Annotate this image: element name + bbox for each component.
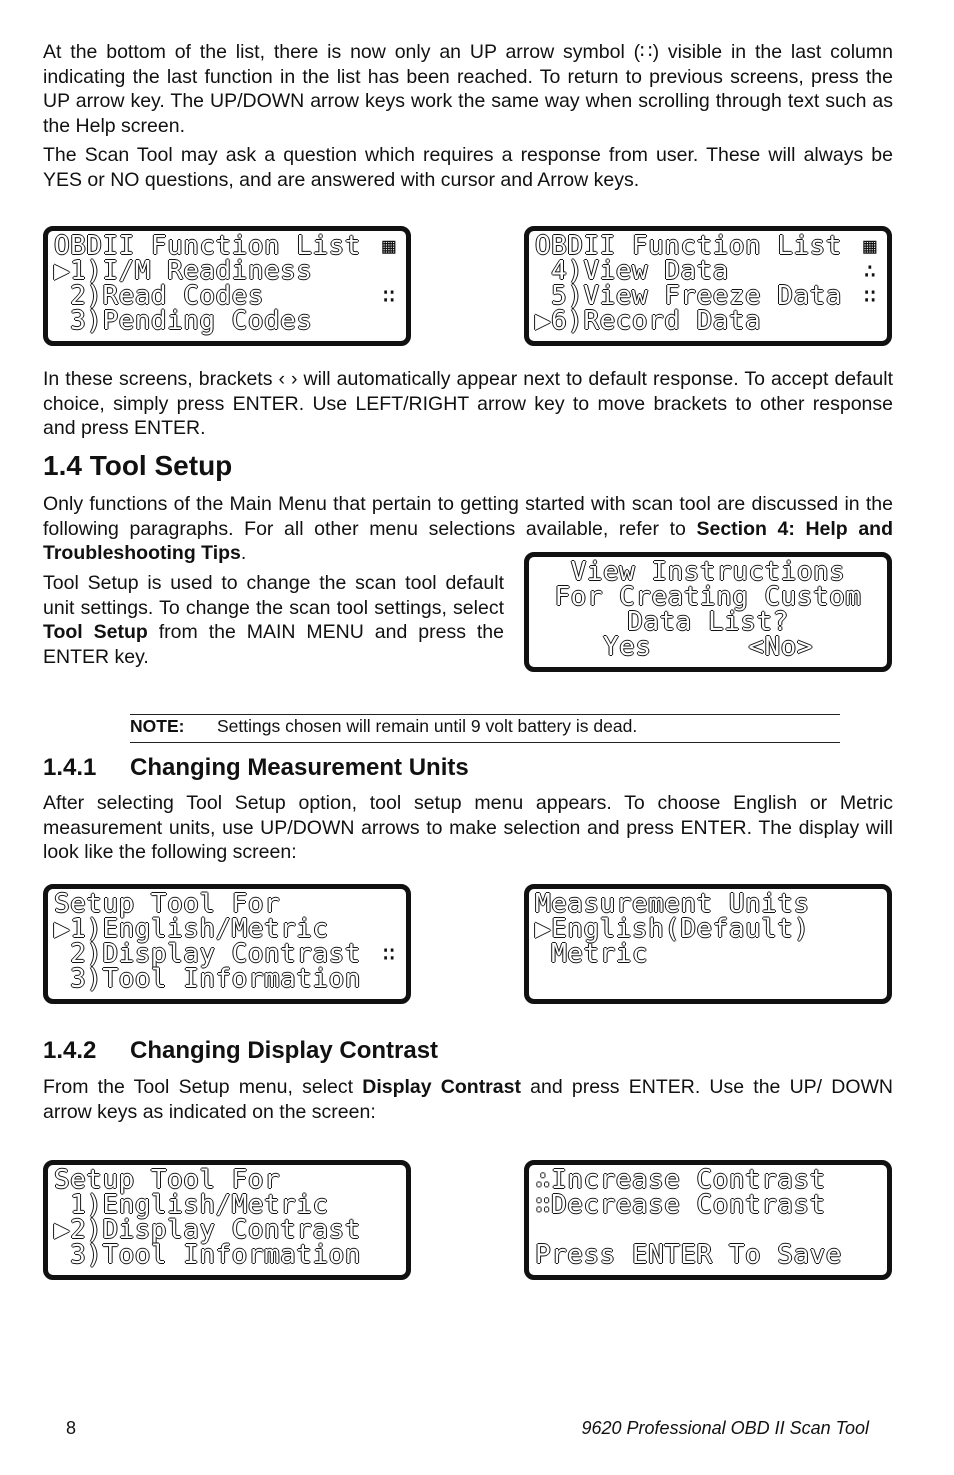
lcd-row <box>54 306 400 336</box>
lcd-row-text: Setup Tool For <box>54 889 281 919</box>
scroll-indicator-icon: ▦ <box>382 234 396 259</box>
note <box>130 716 637 737</box>
lcd-row-text: View Instructions <box>570 557 846 587</box>
scroll-indicator-icon: ∷ <box>382 284 396 309</box>
display-contrast-paragraph: From the Tool Setup menu, select Display Contrast and press ENTER. Use the UP/ DOWN arrow keys as indicated on the screen: <box>43 1076 894 1123</box>
note-text: Settings chosen will remain until 9 volt battery is dead. <box>217 716 638 736</box>
note-label: NOTE: <box>130 716 185 736</box>
lcd-row-text: ▶1)I/M Readiness <box>54 256 313 286</box>
lcd-setup-tool-menu-2 <box>43 1160 411 1280</box>
lcd-row-text: Metric <box>535 939 649 969</box>
lcd-row-text: 3)Pending Codes <box>54 306 313 336</box>
lcd-obd-function-list-2 <box>524 226 892 346</box>
section-heading-tool-setup: 1.4 Tool Setup <box>43 450 233 481</box>
lcd-row <box>535 967 881 992</box>
lcd-row-text: 4)View Data <box>535 256 729 286</box>
tool-setup-paragraph-2: Tool Setup is used to change the scan tool default unit settings. To change the scan tool settings, select Tool Setup from the MAIN MENU and press the ENTER key. <box>43 572 504 668</box>
scroll-indicator-icon: ∴ <box>863 259 877 284</box>
lcd-row-text: Data List? <box>627 607 789 637</box>
lcd-row-text: Measurement Units <box>535 889 810 919</box>
lcd-row <box>535 939 881 969</box>
lcd-setup-tool-menu-1 <box>43 884 411 1004</box>
lcd-row-text: OBDII Function List <box>535 231 842 261</box>
lcd-contrast-adjust <box>524 1160 892 1280</box>
page-number: 8 <box>66 1418 77 1438</box>
lcd-row-text: 3)Tool Information <box>54 1240 361 1270</box>
tool-setup-paragraph-1: Only functions of the Main Menu that pertain to getting started with scan tool are discussed in the following paragraphs. For all other menu selections available, refer to Section 4: Help and Troubleshooting Tips. <box>43 493 893 564</box>
lcd-row <box>535 1190 881 1220</box>
lcd-obd-function-list-1 <box>43 226 411 346</box>
section-heading-display-contrast: 1.4.2 Changing Display Contrast <box>43 1037 439 1064</box>
lcd-row-text: ▶1)English/Metric <box>54 914 329 944</box>
lcd-row-text: 2)Display Contrast <box>54 939 361 969</box>
measurement-units-paragraph: After selecting Tool Setup option, tool setup menu appears. To choose English or Metric measurement units, use UP/DOWN arrows to make selection and press ENTER. The display will look like the following screen: <box>43 792 893 863</box>
scroll-indicator-icon: ∷ <box>382 942 396 967</box>
lcd-row-text: Setup Tool For <box>54 1165 281 1195</box>
lcd-row <box>54 1240 400 1270</box>
lcd-row <box>54 964 400 994</box>
lcd-row-text: ▶2)Display Contrast <box>54 1215 361 1245</box>
lcd-row-text: ∴Increase Contrast <box>535 1165 826 1195</box>
lcd-row-text: For Creating Custom <box>554 582 862 612</box>
lcd-row-text: ∷Decrease Contrast <box>535 1190 826 1220</box>
scroll-indicator-icon: ∷ <box>863 284 877 309</box>
note-bottom-rule <box>130 742 840 743</box>
brackets-paragraph: In these screens, brackets ‹ › will automatically appear next to default response. To accept default choice, simply press ENTER. Use LEFT/RIGHT arrow key to move brackets to other response and press ENTER. <box>43 368 893 439</box>
lcd-row-text: 1)English/Metric <box>54 1190 329 1220</box>
lcd-row <box>535 1240 881 1270</box>
lcd-row-text: 3)Tool Information <box>54 964 361 994</box>
lcd-row-text: Press ENTER To Save <box>535 1240 842 1270</box>
lcd-custom-data-list <box>524 552 892 672</box>
lcd-row-text: 2)Read Codes <box>54 281 264 311</box>
section-heading-measurement-units: 1.4.1 Changing Measurement Units <box>43 754 469 781</box>
lcd-row-text: ▶English(Default) <box>535 914 810 944</box>
lcd-row-text: 5)View Freeze Data <box>535 281 842 311</box>
lcd-measurement-units <box>524 884 892 1004</box>
scroll-indicator-icon: ▦ <box>863 234 877 259</box>
lcd-row-text: Yes <No> <box>603 632 813 662</box>
note-top-rule <box>130 714 840 715</box>
intro-paragraph-1: At the bottom of the list, there is now only an UP arrow symbol (∷) visible in the last column indicating the last function in the list has been reached. To return to previous screens, press the UP arrow key. The UP/DOWN arrow keys work the same way when scrolling through text such as the Help screen. <box>43 41 893 137</box>
lcd-row-text: OBDII Function List <box>54 231 361 261</box>
lcd-row <box>535 306 881 336</box>
lcd-row-text: ▶6)Record Data <box>535 306 762 336</box>
lcd-row <box>535 632 881 662</box>
footer-doc-title: 9620 Professional OBD II Scan Tool <box>581 1418 869 1438</box>
intro-paragraph-2: The Scan Tool may ask a question which requires a response from user. These will always be YES or NO questions, and are answered with cursor and Arrow keys. <box>43 144 893 191</box>
